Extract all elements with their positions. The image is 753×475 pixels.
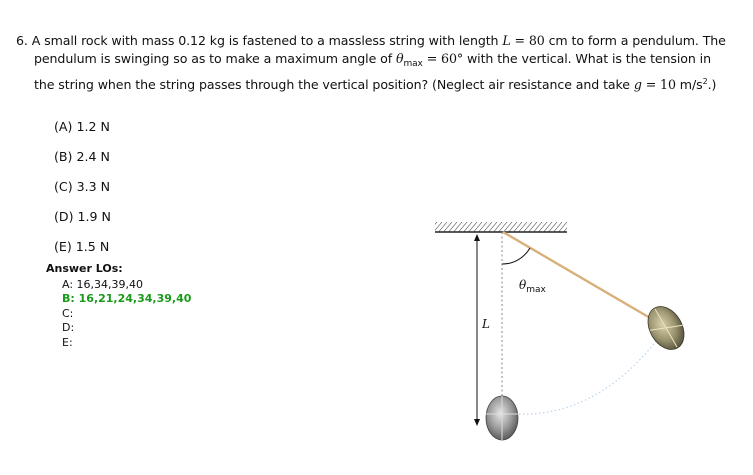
- pendulum-string: [503, 232, 657, 322]
- rock-swinging: [641, 300, 692, 356]
- question-text: [16, 32, 736, 94]
- answer-row-d: D:: [62, 321, 75, 334]
- answer-choices: [54, 118, 111, 268]
- answer-row-c: C:: [62, 306, 74, 320]
- choice-e[interactable]: (E) 1.5 N: [54, 239, 110, 254]
- pendulum-diagram: [425, 218, 725, 458]
- swing-path: [515, 340, 657, 414]
- question-line-1: 6. A small rock with mass 0.12 kg is fastened to a massless string with length L = 80 cm to form a pendulum. The: [16, 33, 726, 48]
- ceiling-hatch: [435, 222, 567, 232]
- angle-arc: [502, 248, 530, 264]
- choice-b[interactable]: (B) 2.4 N: [54, 149, 110, 164]
- answer-los: [46, 262, 191, 350]
- choice-d[interactable]: (D) 1.9 N: [54, 209, 111, 224]
- answer-row-b: B: 16,21,24,34,39,40: [62, 292, 192, 305]
- rock-bottom: [486, 396, 518, 440]
- length-label: L: [482, 317, 490, 331]
- length-arrow-head-bottom: [474, 419, 480, 426]
- length-arrow-head-top: [474, 234, 480, 241]
- question-line-2: pendulum is swinging so as to make a maximum angle of $\theta_{max} = 60^\circ$ with the vertical. What is the tension in: [34, 51, 711, 69]
- answer-row-e: E:: [62, 335, 73, 349]
- choice-c[interactable]: (C) 3.3 N: [54, 179, 111, 194]
- pendulum-figure: [425, 218, 725, 458]
- question-line-3: the string when the string passes through the vertical position? (Neglect air resistance and take g = 10 $m/s^2$.): [34, 77, 717, 92]
- choice-a[interactable]: (A) 1.2 N: [54, 119, 110, 134]
- angle-label: $\theta_{max}$: [519, 278, 546, 295]
- answer-row-a: A: 16,34,39,40: [62, 277, 144, 291]
- answer-los-header: Answer LOs:: [46, 262, 123, 275]
